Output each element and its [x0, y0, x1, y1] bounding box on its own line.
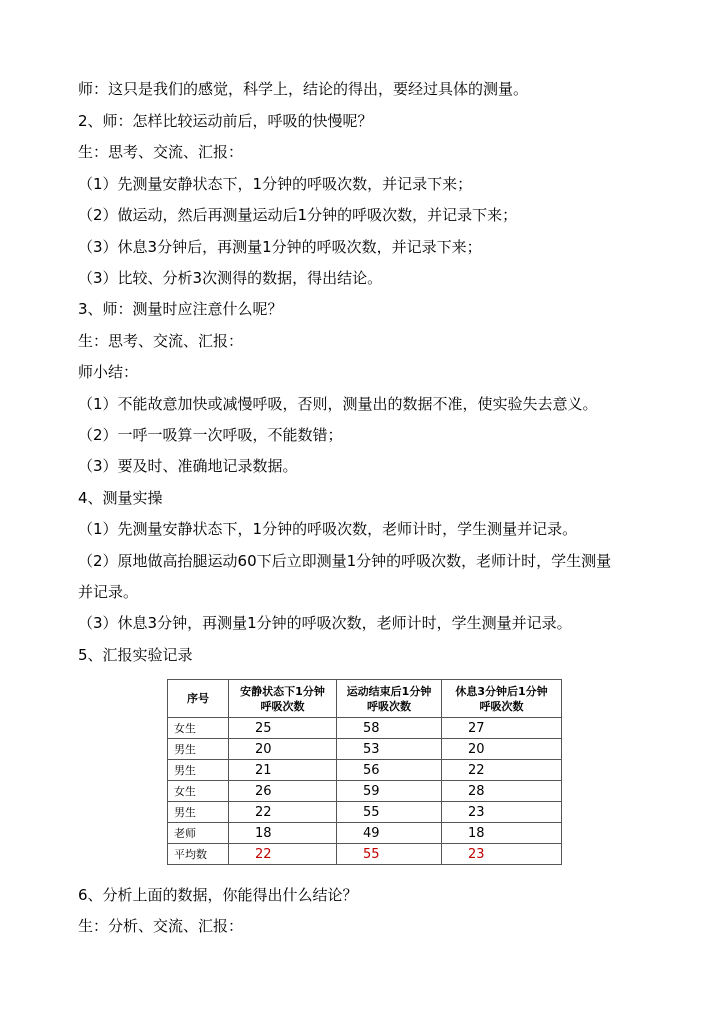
- cell-rest: 18: [229, 823, 337, 844]
- table-row: [168, 823, 562, 844]
- header-label: 休息3分钟后1分钟: [455, 684, 548, 698]
- cell-after-break: 28: [442, 781, 562, 802]
- cell-after-exercise: 58: [337, 718, 442, 739]
- header-label: 运动结束后1分钟: [346, 684, 432, 698]
- section-heading: 5、汇报实验记录: [78, 646, 193, 664]
- header-label: 呼吸次数: [479, 699, 524, 713]
- header-index: [168, 680, 229, 718]
- list-item: （3）比较、分析3次测得的数据，得出结论。: [78, 269, 383, 287]
- row-label: 男生: [168, 739, 229, 760]
- cell-after-break: 23: [442, 802, 562, 823]
- cell-after-exercise: 55: [337, 802, 442, 823]
- cell-rest: 20: [229, 739, 337, 760]
- average-after-break: 23: [442, 844, 562, 865]
- row-label: 男生: [168, 802, 229, 823]
- list-item: （2）一呼一吸算一次呼吸，不能数错；: [78, 426, 343, 444]
- header-rest: [229, 680, 337, 718]
- section-heading: 6、分析上面的数据，你能得出什么结论？: [78, 886, 358, 904]
- header-label: 安静状态下1分钟: [240, 684, 325, 698]
- list-item: （1）先测量安静状态下，1分钟的呼吸次数，老师计时，学生测量并记录。: [78, 520, 578, 538]
- cell-after-break: 20: [442, 739, 562, 760]
- list-item: （3）休息3分钟后，再测量1分钟的呼吸次数，并记录下来；: [78, 238, 482, 256]
- cell-rest: 26: [229, 781, 337, 802]
- cell-after-break: 18: [442, 823, 562, 844]
- row-label: 女生: [168, 718, 229, 739]
- cell-after-exercise: 59: [337, 781, 442, 802]
- list-item: （1）不能故意加快或减慢呼吸，否则，测量出的数据不准，使实验失去意义。: [78, 395, 598, 413]
- paragraph-line: 师：这只是我们的感觉，科学上，结论的得出，要经过具体的测量。: [78, 80, 529, 98]
- paragraph-line: 生：思考、交流、汇报：: [78, 332, 244, 350]
- list-item: （1）先测量安静状态下，1分钟的呼吸次数，并记录下来；: [78, 175, 473, 193]
- average-row: [168, 844, 562, 865]
- section-heading: 4、测量实操: [78, 489, 163, 507]
- cell-rest: 21: [229, 760, 337, 781]
- table-row: [168, 760, 562, 781]
- table-row: [168, 781, 562, 802]
- paragraph-line: 生：分析、交流、汇报：: [78, 917, 244, 935]
- header-label: 序号: [187, 692, 209, 705]
- header-after-exercise: [337, 680, 442, 718]
- cell-after-break: 22: [442, 760, 562, 781]
- table-row: [168, 802, 562, 823]
- cell-after-exercise: 49: [337, 823, 442, 844]
- paragraph-line: 师小结：: [78, 363, 139, 381]
- section-heading: 3、师：测量时应注意什么呢？: [78, 300, 283, 318]
- list-item: （3）休息3分钟，再测量1分钟的呼吸次数，老师计时，学生测量并记录。: [78, 614, 572, 632]
- row-label: 平均数: [168, 844, 229, 865]
- header-label: 呼吸次数: [260, 699, 305, 713]
- table-row: [168, 739, 562, 760]
- row-label: 男生: [168, 760, 229, 781]
- list-item: （2）做运动，然后再测量运动后1分钟的呼吸次数，并记录下来；: [78, 206, 518, 224]
- list-item: （3）要及时、准确地记录数据。: [78, 457, 298, 475]
- cell-after-exercise: 53: [337, 739, 442, 760]
- paragraph-line: 生：思考、交流、汇报：: [78, 143, 244, 161]
- table-header-row: [168, 680, 562, 718]
- row-label: 女生: [168, 781, 229, 802]
- list-item: （2）原地做高抬腿运动60下后立即测量1分钟的呼吸次数，老师计时，学生测量: [78, 552, 612, 570]
- cell-after-break: 27: [442, 718, 562, 739]
- experiment-record-table: [167, 679, 562, 865]
- row-label: 老师: [168, 823, 229, 844]
- table-row: [168, 718, 562, 739]
- average-after-exercise: 55: [337, 844, 442, 865]
- cell-after-exercise: 56: [337, 760, 442, 781]
- cell-rest: 25: [229, 718, 337, 739]
- average-rest: 22: [229, 844, 337, 865]
- list-item-continuation: 并记录。: [78, 583, 139, 601]
- header-label: 呼吸次数: [367, 699, 411, 713]
- cell-rest: 22: [229, 802, 337, 823]
- header-after-break: [442, 680, 562, 718]
- section-heading: 2、师：怎样比较运动前后，呼吸的快慢呢？: [78, 112, 373, 130]
